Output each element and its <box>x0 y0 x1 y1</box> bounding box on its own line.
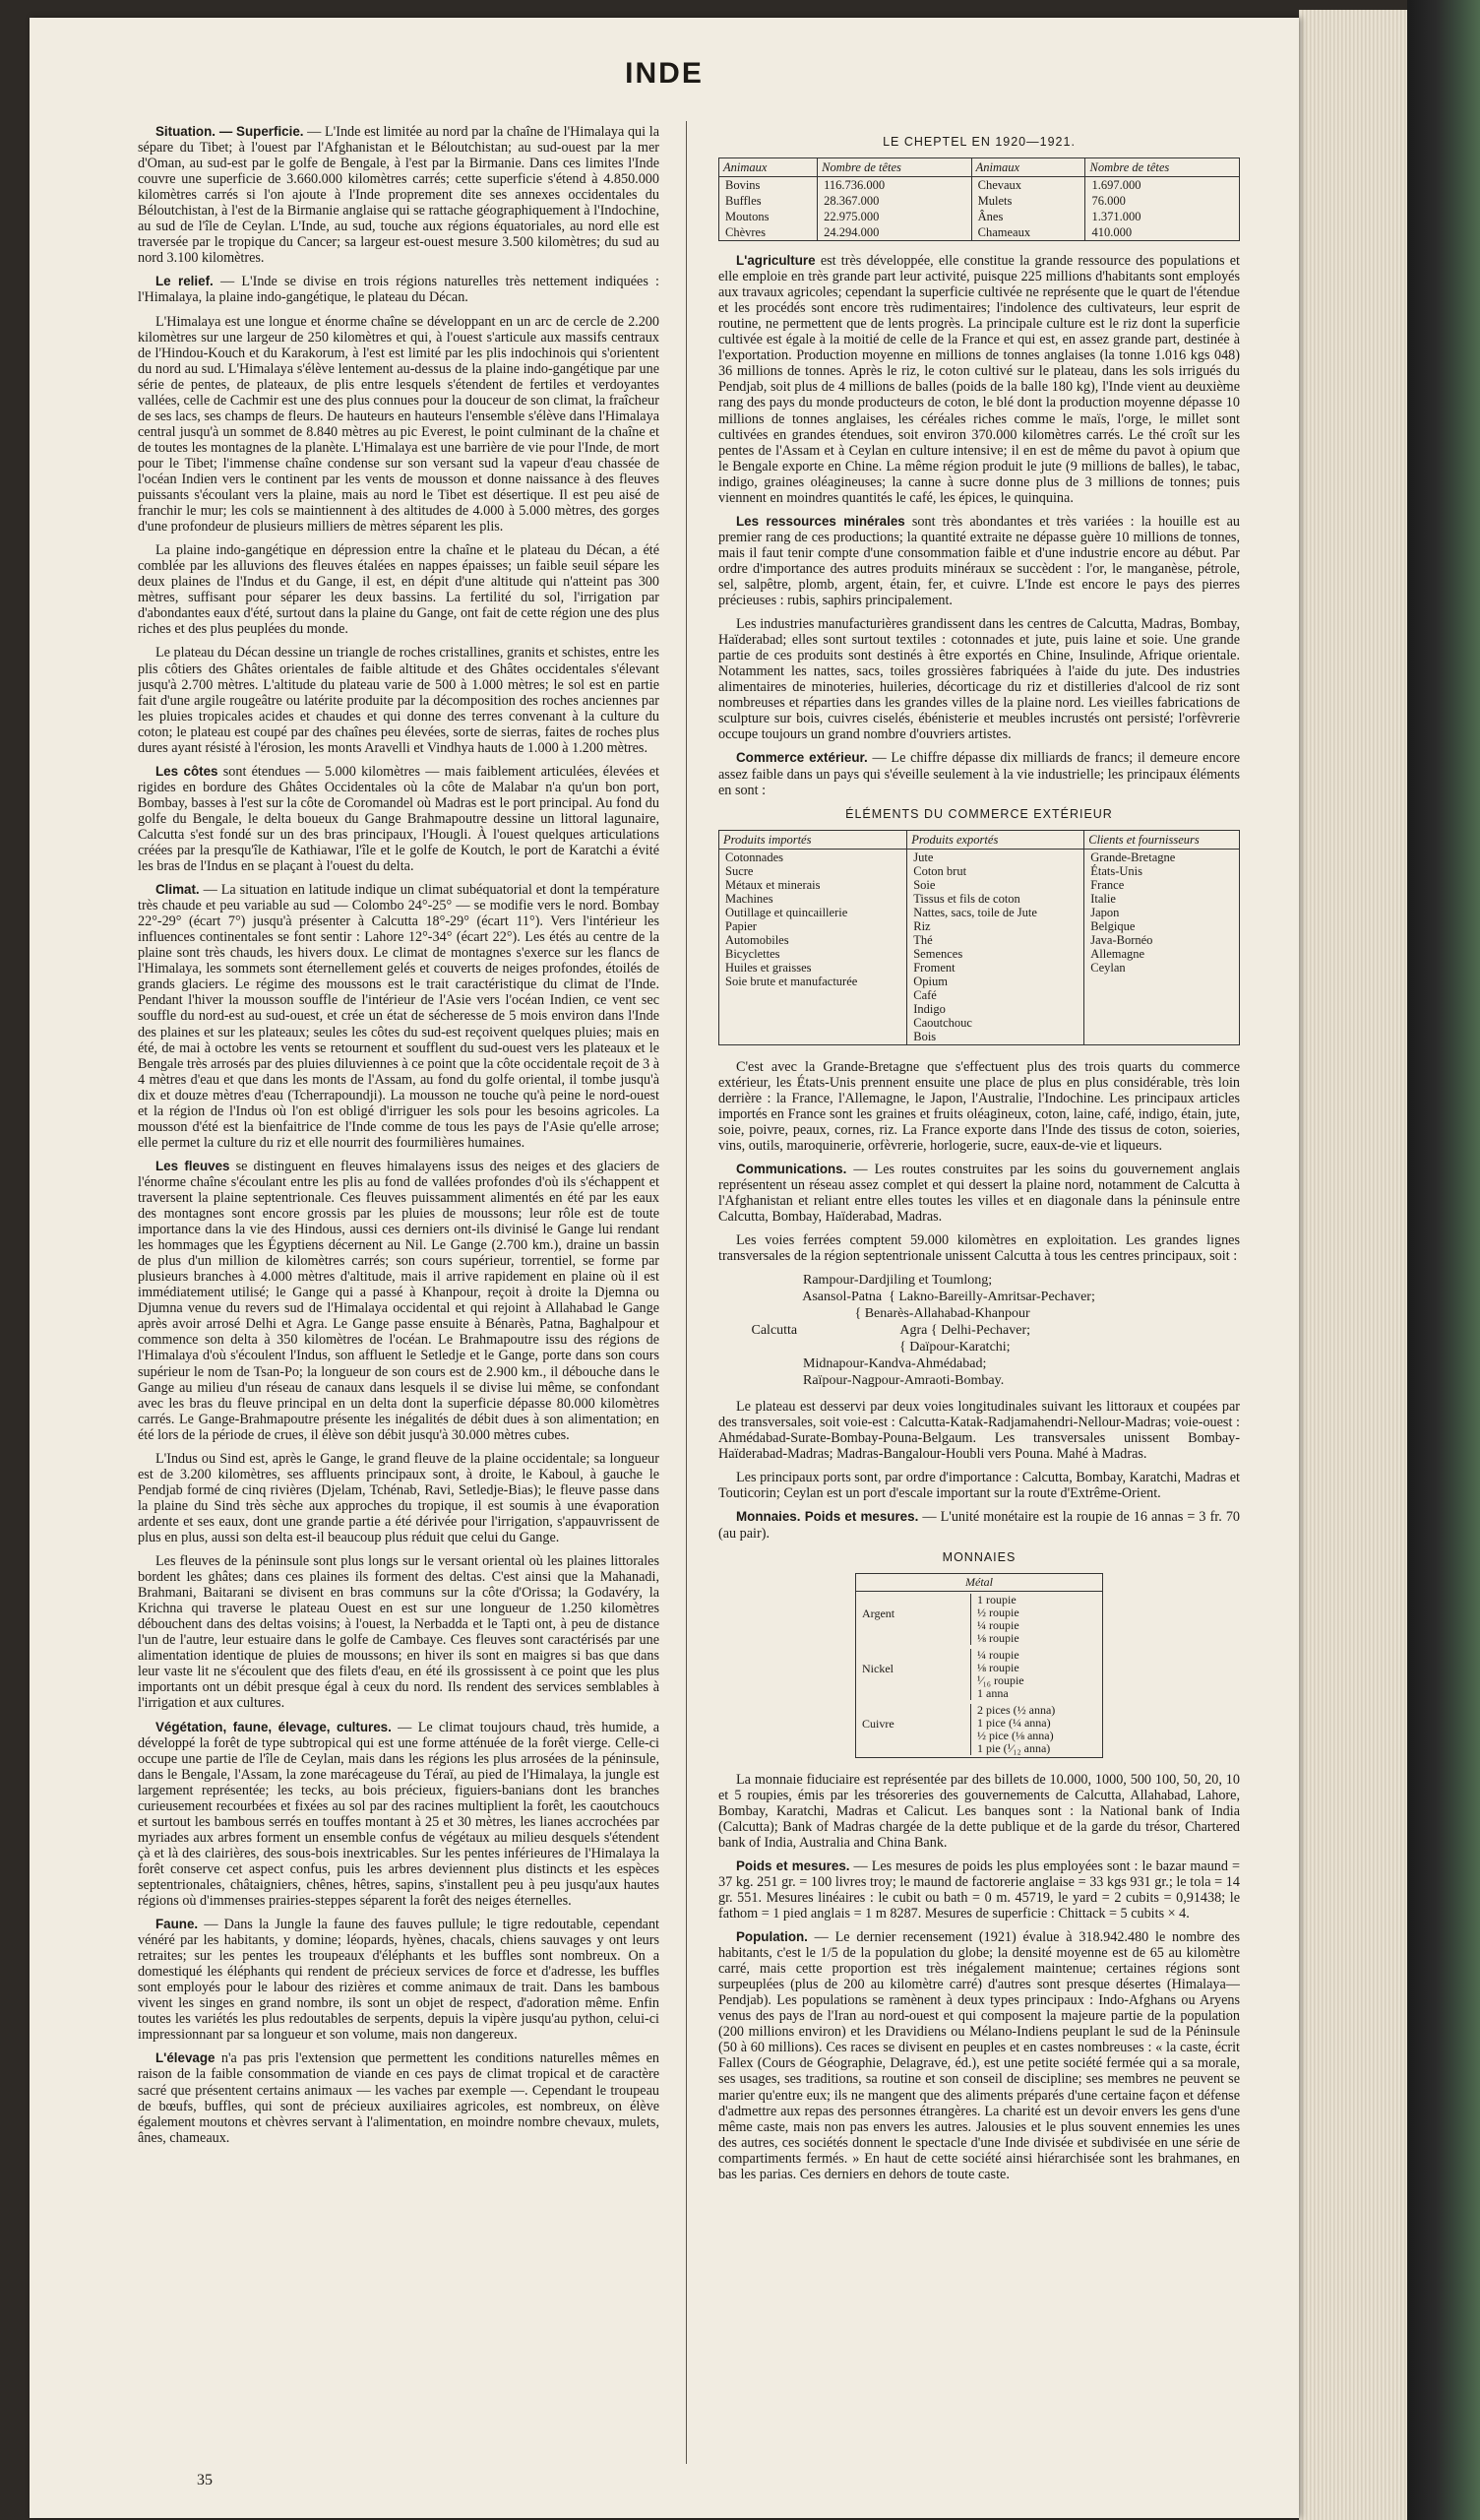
table-cell: 1.697.000 <box>1085 177 1240 194</box>
paragraph-agriculture: L'agriculture est très développée, elle constitue la grande ressource des populations et elle emploie en très grande part leur activité, puisque 225 millions d'habitants sont employés aux travaux agricoles; cependant la superficie cultivée ne représente que le quart de l'étendue et les procédés sont encore très rudimentaires; l'indolence des cultivateurs, leur esprit de routine, ne permettent que de lents progrès. La principale culture est le riz dont la superficie cultivée est égale à la moitié de celle de la France et qui est, en assez grande part, destinée à l'exportation. Production moyenne en millions de tonnes anglaises (la tonne 1.016 kgs 048) 36 millions de tonnes. Après le riz, le coton cultivé sur le plateau, dans les sols irrigués du Pendjab, soit plus de 4 millions de balles (poids de la balle 180 kg), l'Inde vient au deuxième rang des pays du monde producteurs de coton, le blé dont la production moyenne dépasse 10 millions de tonnes anglaises, les céréales riches comme le maïs, l'orge, le millet sont cultivées en grandes étendues, soit environ 370.000 kilomètres carrés. Le thé croît sur les pentes de l'Assam et à Ceylan en culture intensive; il en est de même du pavot à opium que le Bengale exporte en Chine. La même région produit le jute (9 millions de balles), le tabac, indigo, graines oléagineuses; la canne à sucre donne plus de 3 millions de tonnes; puis viennent en moindres quantités le café, les épices, le quinquina. <box>718 253 1240 506</box>
table-cell: Bovins <box>719 177 818 194</box>
paragraph-elevage: L'élevage n'a pas pris l'extension que permettent les conditions naturelles mêmes en raison de la faible consommation de viande en ces pays de climat tropical et de caractère sacré que présentent certains animaux — les vaches par exemple —. Cependant le troupeau de bœufs, buffles, qui sont de précieux auxiliaires agricoles, est nombreux, on élève également moutons et chèvres servant à l'alimentation, en moindre nombre chevaux, mulets, ânes, chameaux. <box>138 2050 659 2146</box>
table-cell: 1.371.000 <box>1085 209 1240 224</box>
paragraph-fleuves: Les fleuves se distinguent en fleuves himalayens issus des neiges et des glaciers de l'énorme chaîne s'écoulant entre les plis au fond de vallées profondes d'où ils s'échappent et traversent la plaine septentrionale. Ces fleuves puissamment alimentés en été par les eaux des montagnes sont encore grossis par les pluies de moussons; leur rôle est de toute importance dans la vie des Hindous, aussi ces derniers ont-ils divinisé le Gange lui rendant les hommages que les Égyptiens décernent au Nil. Le Gange (2.700 km.), draine un bassin de plus d'un million de kilomètres carrés; son cours supérieur, torrentiel, se forme par plusieurs branches à 4.000 mètres d'altitude, mais il arrive rapidement en plaine où il est immédiatement utilisé; le Gange qui a passé à Khanpour, reçoit à droite la Djemna ou Djumna venue du revers sud de l'Himalaya occidental et qui rejoint à Allahabad le Gange après avoir arrosé Delhi et Agra. Le Gange passe ensuite à Bénarès, Patna, Baghalpour et commence son delta à 350 kilomètres de l'océan. Le Brahmapoutre issu des régions de l'Himalaya d'où s'écoulent l'Indus, son affluent le Setledje et le Gange, porte dans son cours supérieur le nom de Tsan-Po; la longueur de son cours est de 2.900 km., il débouche dans le Gange au milieu d'un réseau de canaux dans lesquels il se divise lui même, se confondant avec les bras du fleuve principal en un delta dont la superficie dépasse 80.000 kilomètres carrés. Le Gange-Brahmapoutre présente les inégalités de débit dues à son alimentation; en été lors de la période de crues, il élève son débit jusqu'à 30.000 mètres cubes. <box>138 1158 659 1443</box>
heading-poids: Poids et mesures. <box>736 1858 850 1873</box>
commerce-title: ÉLÉMENTS DU COMMERCE EXTÉRIEUR <box>845 806 1113 821</box>
coin-value: ½ roupie <box>977 1605 1019 1619</box>
page-number: 35 <box>197 2472 213 2488</box>
paragraph-relief: Le relief. — L'Inde se divise en trois régions naturelles très nettement indiquées : l'Himalaya, la plaine indo-gangétique, le plateau du Décan. <box>138 274 659 306</box>
paragraph-faune: Faune. — Dans la Jungle la faune des fauves pullule; le tigre redoutable, cependant vénéré par les habitants, y domine; léopards, hyènes, chacals, chiens sauvages y ont leurs retraites; sur les pentes les troupeaux d'éléphants et les buffles sont nombreux. On a domestiqué les éléphants qui rendent de précieux services de force et d'adresse, les buffles sont employés pour le labour des rizières et comme animaux de trait. Dans les bambous vivent les singes en grand nombre, ils sont un objet de respect, d'adoration même. Enfin toutes les variétés les plus redoutables de serpents, depuis la vipère jusqu'au python, celui-ci impressionnant par sa longueur et son volume, mais non dangereux. <box>138 1917 659 2044</box>
page-edge <box>1299 10 1407 2520</box>
table-cell: 24.294.000 <box>818 224 971 241</box>
cheptel-header-cell: Animaux <box>971 158 1085 177</box>
table-cell: 116.736.000 <box>818 177 971 194</box>
heading-agriculture: L'agriculture <box>736 253 816 269</box>
table-row <box>719 177 1240 194</box>
paragraph-plateau-routes: Le plateau est desservi par deux voies longitudinales suivant les littoraux et coupées par des transversales, soit voie-est : Calcutta-Katak-Radjamahendri-Nellour-Madras; voie-ouest : Ahmédabad-Surate-Bombay-Pouna-Belgaum. Les transversales unissent Bombay-Haïderabad-Madras; Madras-Bangalour-Houbli vers Pouna. Mahé à Madras. <box>718 1399 1240 1463</box>
cheptel-header-cell: Animaux <box>719 158 818 177</box>
heading-climat: Climat. <box>155 882 200 898</box>
commerce-header-cell: Clients et fournisseurs <box>1084 830 1240 849</box>
paragraph-himalaya: L'Himalaya est une longue et énorme chaîne se développant en un arc de cercle de 2.200 kilomètres sur une largeur de 250 kilomètres et qui, à l'ouest s'articule aux massifs centraux de l'Hindou-Kouch et du Karakorum, à l'est est limité par les plis indochinois qui s'orientent du nord au sud. L'Himalaya s'élève lentement au-dessus de la plaine indo-gangétique par une série de pentes, de plateaux, de plis entre lesquels s'étendent de fertiles et verdoyantes vallées, celle de Cachmir est une des plus connues pour la douceur de son climat, la fraîcheur de ses lacs, ses champs de fleurs. De hauteurs en hauteurs l'ensemble s'élève dans l'Himalaya central jusqu'à un sommet de 8.840 mètres au pic Everest, le point culminant de la chaîne et de toutes les montagnes de la planète. L'Himalaya est une barrière de vie pour l'Inde, de mort pour le Tibet; l'immense chaîne condense sur son versant sud la vapeur d'eau chassée de l'océan Indien vers le continent par les vents de mousson et donne naissance à des fleuves puissants s'écoulant vers la plaine, mais au nord le Tibet est désertique. Il est peu aisé de franchir le mur; les cols se maintiennent à des altitudes de 4.000 à 5.000 mètres, des gorges d'une profondeur de plusieurs milliers de mètres séparent les plis. <box>138 313 659 536</box>
table-cell: Ânes <box>971 209 1085 224</box>
heading-monnaies: Monnaies. Poids et mesures. <box>736 1509 919 1525</box>
cheptel-header-cell: Nombre de têtes <box>1085 158 1240 177</box>
book-binding <box>1407 0 1480 2520</box>
coin-value: ¼ roupie <box>977 1617 1019 1632</box>
route-line: Rampour-Dardjiling et Toumlong; <box>748 1273 993 1289</box>
table-cell: Buffles <box>719 193 818 209</box>
coin-value: 1 anna <box>977 1685 1009 1700</box>
paragraph-indus: L'Indus ou Sind est, après le Gange, le grand fleuve de la plaine occidentale; sa longueur est de 3.200 kilomètres, ses affluents principaux sont, à droite, le Kaboul, à gauche le Pendjab formé de cinq rivières (Djelam, Tchénab, Ravi, Setledje-Bias); le fleuve passe dans la plaine du Sind très sèche aux approches du tropique, il est soumis à une évaporation ardente et ses eaux, dont une grande partie a été dérivée pour l'irrigation, s'appauvrissent de plus en plus, aussi son delta est-il beaucoup plus réduit que celui du Gange. <box>138 1450 659 1545</box>
heading-cotes: Les côtes <box>155 763 218 779</box>
paragraph-situation: Situation. — Superficie. — L'Inde est limitée au nord par la chaîne de l'Himalaya qui la sépare du Tibet; à l'ouest par l'Afghanistan et le Béloutchistan; au sud-ouest par la mer d'Oman, au sud-est par le golfe de Bengale, à l'est par la Birmanie. Dans ces limites l'Inde couvre une superficie de 3.660.000 kilomètres carrés; cette superficie s'étend à 4.850.000 kilomètres carrés si l'on ajoute à l'Inde proprement dite ses annexes occidentales du Béloutchistan, à l'est de la Birmanie anglaise qui se rattache géographiquement à l'Indochine, au sud de l'île de Ceylan. L'Inde, au sud, touche aux régions équatoriales, au nord elle est traversée par le tropique du Cancer; sa largeur est-ouest mesure 3.500 kilomètres; du sud au nord 3.100 kilomètres. <box>138 124 659 267</box>
route-line: Calcutta Agra { Delhi-Pechaver; <box>748 1323 1031 1339</box>
heading-communications: Communications. <box>736 1161 847 1176</box>
coin-value: ⅛ roupie <box>977 1630 1019 1645</box>
metal-group <box>856 1702 1102 1757</box>
paragraph-vegetation: Végétation, faune, élevage, cultures. — Le climat toujours chaud, très humide, a développé la forêt de type subtropical qui est une forme atténuée de la forêt vierge. Celle-ci occupe une partie de l'île de Ceylan, mais dans les régions les plus arrosées de la péninsule, dans le Bengale, l'Assam, la zone marécageuse du Téraï, au pied de l'Himalaya, la jungle est largement représentée; les tecks, au bois précieux, figuiers-banians dont les branches curieusement recourbées et fixées au sol par des racines multiplient la forêt, les caoutchoucs et surtout les bambous serrés en touffes montant à 25 et 30 mètres, les lianes accrochées par myriades aux arbres forment un ensemble confus de végétaux au milieu desquels s'étendent çà et là des clairières, des sous-bois inextricables. Sur les pentes inférieures de l'Himalaya la forêt conserve cet aspect confus, puis les arbres deviennent plus distincts et les espèces septentrionales, châtaigniers, chênes, hêtres, sapins, s'installent peu à peu jusqu'aux hautes régions où d'immenses prairies-steppes séparent la forêt des neiges éternelles. <box>138 1719 659 1910</box>
commerce-header-cell: Produits importés <box>719 830 907 849</box>
coin-value: ¼ roupie <box>977 1647 1019 1662</box>
paragraph-ports: Les principaux ports sont, par ordre d'importance : Calcutta, Bombay, Karatchi, Madras et Touticorin; Ceylan est un port d'escale important sur la route d'Extrême-Orient. <box>718 1470 1240 1502</box>
paragraph-commerce: Commerce extérieur. — Le chiffre dépasse dix milliards de francs; il demeure encore assez faible dans un pays qui s'éveille seulement à la vie industrielle; les principaux éléments en sont : <box>718 750 1240 798</box>
heading-fleuves: Les fleuves <box>155 1158 230 1173</box>
metal-name: Argent <box>862 1606 895 1620</box>
metal-values <box>970 1649 1024 1700</box>
heading-relief: Le relief. <box>155 274 214 289</box>
commerce-column: Grande-Bretagne États-Unis France Italie Japon Belgique Java-Bornéo Allemagne Ceylan <box>1084 849 1240 1044</box>
paragraph-fiduciaire: La monnaie fiduciaire est représentée par des billets de 10.000, 1000, 500 100, 50, 20, 10 et 5 roupies, émis par les trésoreries des gouvernements de Calcutta, Allahabad, Lahore, Bombay, Karatchi, Madras et Calicut. Les banques sont : la National bank of India (Calcutta); Bank of Madras chargée de la dette publique et de la garde du trésor, Chartered bank of India, Australia and China Bank. <box>718 1771 1240 1851</box>
paragraph-population: Population. — Le dernier recensement (1921) évalue à 318.942.480 le nombre des habitants, c'est le 1/5 de la population du globe; la densité moyenne est de 65 au kilomètre carré, mais cette proportion est très inégalement maintenue; certaines régions sont surpeuplées (plus de 200 au kilomètre carré) d'autres sont presque désertes (Himalaya—Pendjab). Les populations se ramènent à deux types principaux : Indo-Afghans ou Aryens venus des pays de l'Iran au nord-ouest et qui composent la majeure partie de la population (200 millions environ) et les Dravidiens ou Mélano-Indiens peuplant le sud de la Péninsule (50 à 60 millions). Ces races se divisent en peuples et en castes nombreuses : « la caste, écrit Fallex (Cours de Géographie, Delagrave, éd.), est une petite société fermée qui a sa morale, ses usages, ses traditions, sa routine et son conseil de discipline; ses membres ne peuvent se marier qu'entre eux; ils ne mangent que des aliments préparés d'une certaine façon et défense d'admettre aux repas des personnes étrangères. La charité est un devoir envers les gens d'une même caste, mais non pas envers les autres. Jalousies et le plus souvent ennemies les unes des autres, ces sociétés donnent le spectacle d'une Inde divisée et subdivisée en une série de compartiments fermés. » En haut de cette société ainsi hiérarchisée sont les brahmanes, en bas les parias. Ces derniers en dehors de toute caste. <box>718 1929 1240 2182</box>
heading-vegetation: Végétation, faune, élevage, cultures. <box>155 1719 392 1734</box>
coin-value: 1 pie (¹⁄₁₂ anna) <box>977 1740 1051 1755</box>
paragraph-rail: Les voies ferrées comptent 59.000 kilomètres en exploitation. Les grandes lignes transversales de la région septentrionale unissent Calcutta à tous les centres principaux, soit : <box>718 1232 1240 1265</box>
monnaies-title: MONNAIES <box>942 1549 1017 1564</box>
paragraph-plaine: La plaine indo-gangétique en dépression entre la chaîne et le plateau du Décan, a été comblée par les alluvions des fleuves étalées en nappes épaisses; un faible seuil sépare les deux plaines de l'Indus et du Gange, il est, en dépit d'une altitude qui n'atteint pas 300 mètres, suffisant pour séparer les deux bassins. La fertilité du sol, l'irrigation par d'abondantes eaux d'été, surtout dans la plaine du Gange, ont fait de cette région une des plus riches et des plus peuplées du monde. <box>138 542 659 638</box>
route-line: Asansol-Patna { Lakno-Bareilly-Amritsar-Pechaver; <box>748 1290 1095 1305</box>
metal-group <box>856 1647 1102 1702</box>
heading-faune: Faune. <box>155 1917 199 1932</box>
column-divider <box>686 121 687 2464</box>
paragraph-partners: C'est avec la Grande-Bretagne que s'effectuent plus des trois quarts du commerce extérieur, les États-Unis prennent ensuite une place de plus en plus considérable, très loin derrière : la France, l'Allemagne, le Japon, l'Australie, l'Indochine. Les principaux articles importés en France sont les graines et fruits oléagineux, coton, laine, café, indigo, étain, jute, soie, poivre, peaux, cornes, riz. La France exporte dans l'Inde des tissus de coton, soieries, vins, outils, maroquinerie, orfèvrerie, horlogerie, sucre, eaux-de-vie et liqueurs. <box>718 1058 1240 1154</box>
book-page <box>30 18 1299 2518</box>
commerce-column: Cotonnades Sucre Métaux et minerais Machines Outillage et quincaillerie Papier Automobiles Bicyclettes Huiles et graisses Soie brute et manufacturée <box>719 849 907 1044</box>
coin-value: ½ pice (⅛ anna) <box>977 1728 1054 1742</box>
metal-header: Métal <box>856 1574 1102 1592</box>
route-line: Raïpour-Nagpour-Amraoti-Bombay. <box>748 1373 1005 1389</box>
right-column <box>718 128 1240 2451</box>
coin-value: 2 pices (½ anna) <box>977 1702 1056 1717</box>
paragraph-climat: Climat. — La situation en latitude indique un climat subéquatorial et dont la température très chaude et peu variable au sud — Colombo 24°-25° — se modifie vers le nord. Bombay 22°-29° (écart 7°) jusqu'à présenter à Calcutta 18°-29° (écart 11°). Vers l'intérieur les influences continentales se font sentir : Lahore 12°-34° (écart 22°). Les étés au centre de la plaine sont très chauds, les hivers doux. Le climat de montagnes s'exerce sur les flancs de l'Himalaya, les sommets sont éternellement gelés et couverts de neiges profondes, étoilés de grands glaciers. Le régime des moussons est le trait caractéristique du climat de l'Inde. Pendant l'hiver la mousson souffle de l'intérieur de l'Asie vers l'océan Indien, ce vent sec souffle du nord-est au sud-ouest, et crée un état de sécheresse de 5 mois environ dans l'Inde des plaines et sur les plateaux; seules les côtes du sud-est reçoivent quelques pluies; mais en été, de mai à octobre les vents se retournent et soufflent du sud-ouest vers les plateaux et le Bengale très arrosés par des pluies diluviennes à ce point que la côte occidentale reçoit de 3 à 4 mètres d'eau et que dans les monts de l'Assam, au fond du golfe oriental, il tombe jusqu'à dix et douze mètres d'eau (Tcherrapoundji). La mousson ne touche qu'à peine le nord-ouest et la région de l'Indus où l'on est obligé d'irriguer les sols pour les besoins agricoles. La mousson d'été est la bienfaitrice de l'Inde comme de tous les pays de l'Asie qu'elle arrose; elle permet la culture du riz et elle nourrit des fourmilières humaines. <box>138 882 659 1151</box>
coin-value: 1 roupie <box>977 1592 1017 1606</box>
heading-commerce: Commerce extérieur. <box>736 750 868 766</box>
table-row <box>719 224 1240 241</box>
heading-situation: Situation. — Superficie. <box>155 124 304 139</box>
commerce-table <box>718 830 1240 1045</box>
metal-group <box>856 1592 1102 1647</box>
cheptel-table <box>718 158 1240 241</box>
page-title: INDE <box>625 57 704 90</box>
metal-values <box>970 1594 1019 1645</box>
paragraph-peninsule: Les fleuves de la péninsule sont plus longs sur le versant oriental où les plaines littorales bordent les ghâtes; dans ces plaines ils forment des deltas. C'est ainsi que la Mahanadi, Brahmani, Baitarani se divisent en bras communs sur la côte d'Orissa; la Godavéry, la Krichna qui traverse le plateau Ouest en est sur une longueur de 1.250 kilomètres débouchent dans des deltas voisins; à l'ouest, la Nerbadda et le Tapti ont, à peu de distance l'un de l'autre, leur estuaire dans le golfe de Cambaye. Ces fleuves sont caractérisés par une alimentation identique de pluies de moussons; en hiver ils sont en maigres si bas que dans leur vaste lit ne s'écoulent que des filets d'eau, en été ils grossissent à ce point que les plus importants ont un débit presque égal à ceux du nord. Ils rendent des services semblables à l'irrigation et aux cultures. <box>138 1553 659 1712</box>
table-cell: Mulets <box>971 193 1085 209</box>
paragraph-communications: Communications. — Les routes construites par les soins du gouvernement anglais représentent un réseau assez complet et qui dessert la plaine nord, notamment de Calcutta à l'Afghanistan et reliant entre elles toutes les villes et en diagonale dans la péninsule entre Calcutta, Bombay, Haïderabad, Madras. <box>718 1161 1240 1226</box>
table-cell: 22.975.000 <box>818 209 971 224</box>
metal-name: Nickel <box>862 1661 894 1675</box>
commerce-column: Jute Coton brut Soie Tissus et fils de coton Nattes, sacs, toile de Jute Riz Thé Semences Froment Opium Café Indigo Caoutchouc Bois <box>907 849 1084 1044</box>
table-cell: Chevaux <box>971 177 1085 194</box>
heading-population: Population. <box>736 1929 808 1945</box>
coin-value: ¹⁄₁₆ roupie <box>977 1672 1024 1687</box>
route-line: Midnapour-Kandva-Ahmédabad; <box>748 1356 987 1372</box>
metal-values <box>970 1704 1055 1755</box>
metal-name: Cuivre <box>862 1716 894 1731</box>
route-line: { Daïpour-Karatchi; <box>748 1340 1011 1355</box>
paragraph-monnaies: Monnaies. Poids et mesures. — L'unité monétaire est la roupie de 16 annas = 3 fr. 70 (au pair). <box>718 1509 1240 1542</box>
paragraph-decan: Le plateau du Décan dessine un triangle de roches cristallines, granits et schistes, entre les plis côtiers des Ghâtes orientales de faible altitude et des Ghâtes occidentales s'élevant jusqu'à 2.700 mètres. L'altitude du plateau varie de 500 à 1.000 mètres; le sol est en partie fait d'une argile rougeâtre ou latérite produite par la décomposition des roches anciennes par les pluies tropicales acides et chaudes et qui donne des terres convenant à la culture du coton; le plateau est coupé par des chaînes peu élevées, sorte de sierras, faites de roches plus dures ayant résisté à l'érosion, les monts Aravelli et Vindhya hauts de 1.000 à 1.200 mètres. <box>138 645 659 756</box>
cheptel-title: LE CHEPTEL EN 1920—1921. <box>883 135 1076 149</box>
paragraph-mineral: Les ressources minérales sont très abondantes et très variées : la houille est au premier rang de ces productions; la quantité extraite ne dépasse guère 10 millions de tonnes, mais il faut tenir compte d'une consommation faible et d'une industrie encore au début. Par ordre d'importance des autres produits minéraux se succèdent : l'or, le manganèse, pétrole, sel, salpêtre, plomb, argent, étain, fer, et cuivre. L'Inde est encore le pays des pierres précieuses : rubis, saphirs principalement. <box>718 513 1240 609</box>
coin-value: ⅛ roupie <box>977 1660 1019 1674</box>
coin-value: 1 pice (¼ anna) <box>977 1715 1051 1730</box>
cheptel-header-cell: Nombre de têtes <box>818 158 971 177</box>
table-row <box>719 209 1240 224</box>
commerce-header-cell: Produits exportés <box>907 830 1084 849</box>
heading-mineral: Les ressources minérales <box>736 513 905 529</box>
table-cell: Chèvres <box>719 224 818 241</box>
paragraph-industries: Les industries manufacturières grandissent dans les centres de Calcutta, Madras, Bombay, Haïderabad; elles sont surtout textiles : cotonnades et jute, puis laine et soie. Une grande partie de ces produits sont destinés à être exportés en Chine, Insulinde, Afrique orientale. Notamment les nattes, sacs, toiles grossières fabriquées à l'aide du jute. Des industries alimentaires de minoteries, huileries, décorticage du riz et distilleries d'alcool de riz sont nombreuses et réparties dans les grandes villes de la plaine nord. Les vieilles fabrications de sculpture sur bois, cuivres ciselés, ébénisterie et meubles incrustés ont persisté; l'orfèvrerie occupe toujours un grand nombre d'ouvriers artistes. <box>718 616 1240 743</box>
monnaies-table <box>855 1573 1103 1758</box>
heading-elevage: L'élevage <box>155 2050 216 2066</box>
table-cell: Moutons <box>719 209 818 224</box>
left-column <box>138 124 659 2432</box>
table-cell: 410.000 <box>1085 224 1240 241</box>
table-cell: 28.367.000 <box>818 193 971 209</box>
paragraph-poids: Poids et mesures. — Les mesures de poids les plus employées sont : le bazar maund = 37 kg. 251 gr. = 100 livres troy; le maund de factorerie anglaise = 33 kgs 931 gr.; le tola = 14 gr. 551. Mesures linéaires : le cubit ou bath = 0 m. 45719, le yard = 2 cubits = 0,91438; le fathom = 1 pied anglais = 1 m 8287. Mesures de superficie : Chittack = 5 cubits × 4. <box>718 1858 1240 1922</box>
table-cell: 76.000 <box>1085 193 1240 209</box>
table-row <box>719 193 1240 209</box>
rail-routes <box>748 1272 1240 1389</box>
paragraph-cotes: Les côtes sont étendues — 5.000 kilomètres — mais faiblement articulées, élevées et rigides en bordure des Ghâtes Occidentales où la côte de Malabar n'a qu'un bon port, Bombay, basses à l'est sur la côte de Coromandel où Madras est le port principal. Au fond du golfe du Bengale, le delta boueux du Gange Brahmapoutre dessine un littoral lagunaire, Calcutta s'est fondé sur un des bras principaux, l'Hougli. À l'ouest quelques articulations créées par la presqu'île de Kathiawar, l'île et le golfe de Koutch, le port de Karatchi a évité les bras de l'Indus en se plaçant à l'ouest du delta. <box>138 763 659 875</box>
table-cell: Chameaux <box>971 224 1085 241</box>
route-line: { Benarès-Allahabad-Khanpour <box>748 1306 1030 1322</box>
